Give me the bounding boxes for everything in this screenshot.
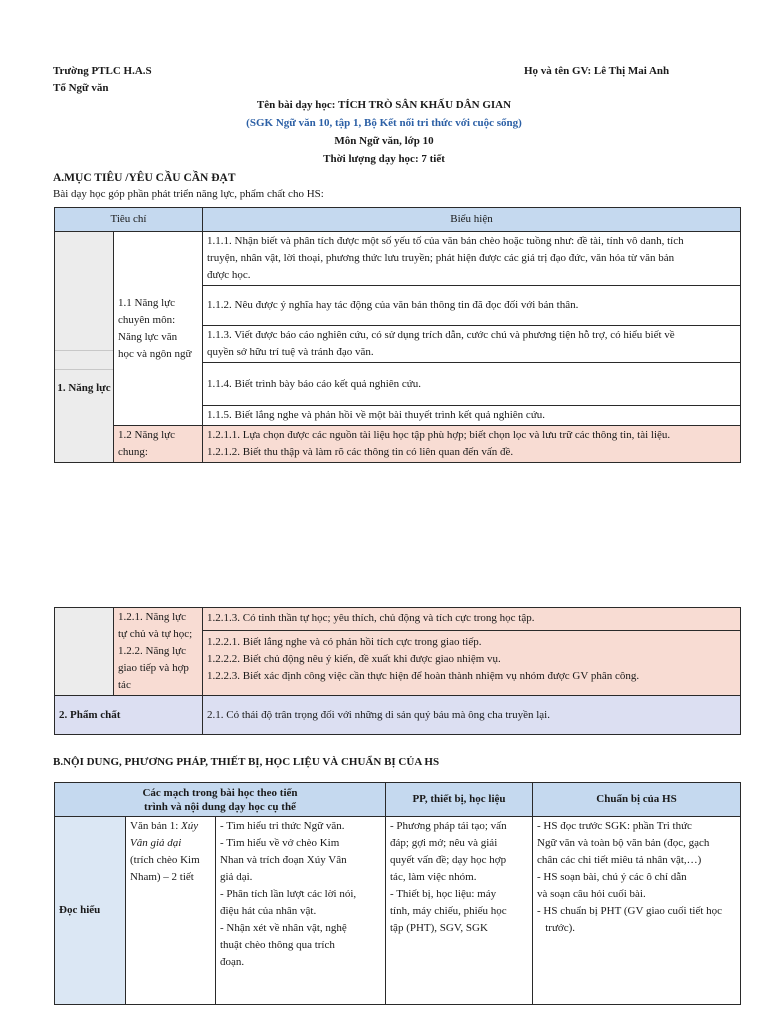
text-name-cell: Văn bản 1: Xúy Vân giả dại (trích chèo Kim Nham) – 2 tiết [126,817,216,1005]
section-a-heading: A.MỤC TIÊU /YÊU CẦU CẦN ĐẠT [53,172,236,184]
col-expression-header: Biểu hiện [203,208,741,232]
item-1-1-4: 1.1.4. Biết trình bày báo cáo kết quả nghiên cứu. [203,363,741,406]
school-name: Trường PTLC H.A.S [53,65,152,77]
section-a-intro: Bài dạy học góp phần phát triển năng lực, phẩm chất cho HS: [53,188,324,200]
sub-capacity-labels: 1.2.1. Năng lực tự chủ và tự học; 1.2.2. Năng lực giao tiếp và hợp tác [114,608,203,696]
content-cell: - Tìm hiểu tri thức Ngữ văn. - Tìm hiểu về vở chèo Kim Nhan và trích đoạn Xúy Vân giả dại. - Phân tích lần lượt các lời nói, điệu hát của nhân vật. - Nhận xét về nhân vật, nghệ thuật chèo thông qua trích đoạn. [216,817,386,1005]
item-1-2-1-group [203,426,741,463]
specialized-capacity-label: 1.1 Năng lực chuyên môn: Năng lực văn học và ngôn ngữ [114,232,203,426]
quality-item: 2.1. Có thái độ trân trọng đối với những di sản quý báu mà ông cha truyền lại. [203,696,741,735]
content-table [54,782,741,1005]
method-cell: - Phương pháp tái tạo; vấn đáp; gợi mở; nêu và giải quyết vấn đề; dạy học hợp tác, làm việc nhóm. - Thiết bị, học liệu: máy tính, máy chiếu, phiếu học tập (PHT), SGV, SGK [386,817,533,1005]
item-1-1-3: 1.1.3. Viết được báo cáo nghiên cứu, có sử dụng trích dẫn, cước chú và phương tiện hỗ trợ, có hiểu biết về quyền sở hữu trí tuệ và tránh đạo văn. [203,326,741,363]
department-name: Tổ Ngữ văn [53,82,109,94]
item-1-2-1-1: 1.2.1.1. Lựa chọn được các nguồn tài liệu học tập phù hợp; biết chọn lọc và lưu trữ các thông tin, tài liệu. [207,429,671,441]
reading-row-label: Đọc hiểu [55,817,126,1005]
col-prep-header: Chuẩn bị của HS [533,783,741,817]
capacity-group-cell [55,232,114,463]
teacher-name: Họ và tên GV: Lê Thị Mai Anh [524,65,670,77]
item-1-2-2-3: 1.2.2.3. Biết xác định công việc cần thực hiện để hoàn thành nhiệm vụ nhóm được GV phân công. [207,669,640,682]
objectives-table [54,207,741,463]
quality-label: 2. Phẩm chất [55,696,203,735]
item-1-2-2-1: 1.2.2.1. Biết lắng nghe và có phản hồi tích cực trong giao tiếp. [207,635,482,648]
capacity-group-label: 1. Năng lực [57,382,111,394]
item-1-2-1-3: 1.2.1.3. Có tinh thần tự học; yêu thích, chủ động và tích cực trong học tập. [203,608,741,631]
lesson-subject: Môn Ngữ văn, lớp 10 [334,135,434,147]
item-1-1-1: 1.1.1. Nhận biết và phân tích được một số yếu tố của văn bản chèo hoặc tuồng như: đề tài, tính vô danh, tích truyện, nhân vật, lời thoại, phương thức lưu truyền; phát hiện được các giá trị đạo đức, văn hóa từ văn bản được học. [203,232,741,286]
section-b-heading: B.NỘI DUNG, PHƯƠNG PHÁP, THIẾT BỊ, HỌC LIỆU VÀ CHUẨN BỊ CỦA HS [53,756,440,768]
col-method-header: PP, thiết bị, học liệu [386,783,533,817]
objectives-table-continued [54,607,741,735]
lesson-title: Tên bài dạy học: TÍCH TRÒ SÂN KHẤU DÂN GIAN [256,99,512,111]
col-criteria-header: Tiêu chí [55,208,203,232]
item-1-2-2-group [203,630,741,695]
prep-cell: - HS đọc trước SGK: phần Tri thức Ngữ văn và toàn bộ văn bản (đọc, gạch chân các chi tiết miêu tả nhân vật,…) - HS soạn bài, chú ý các ô chỉ dẫn và soạn câu hỏi cuối bài. - HS chuẩn bị PHT (GV giao cuối tiết học trước). [533,817,741,1005]
item-1-1-2: 1.1.2. Nêu được ý nghĩa hay tác động của văn bản thông tin đã đọc đối với bản thân. [203,286,741,326]
col-content-header: Các mạch trong bài học theo tiến trình và nội dung dạy học cụ thể [55,783,386,817]
item-1-1-5: 1.1.5. Biết lắng nghe và phản hồi về một bài thuyết trình kết quả nghiên cứu. [203,406,741,426]
lesson-source: (SGK Ngữ văn 10, tập 1, Bộ Kết nối tri thức với cuộc sống) [246,117,522,129]
lesson-duration: Thời lượng dạy học: 7 tiết [323,153,445,165]
general-capacity-label: 1.2 Năng lực chung: [114,426,203,463]
item-1-2-1-2: 1.2.1.2. Biết thu thập và làm rõ các thông tin có liên quan đến vấn đề. [207,446,514,458]
capacity-group-cell-cont [55,608,114,696]
item-1-2-2-2: 1.2.2.2. Biết chủ động nêu ý kiến, đề xuất khi được giao nhiệm vụ. [207,652,501,665]
